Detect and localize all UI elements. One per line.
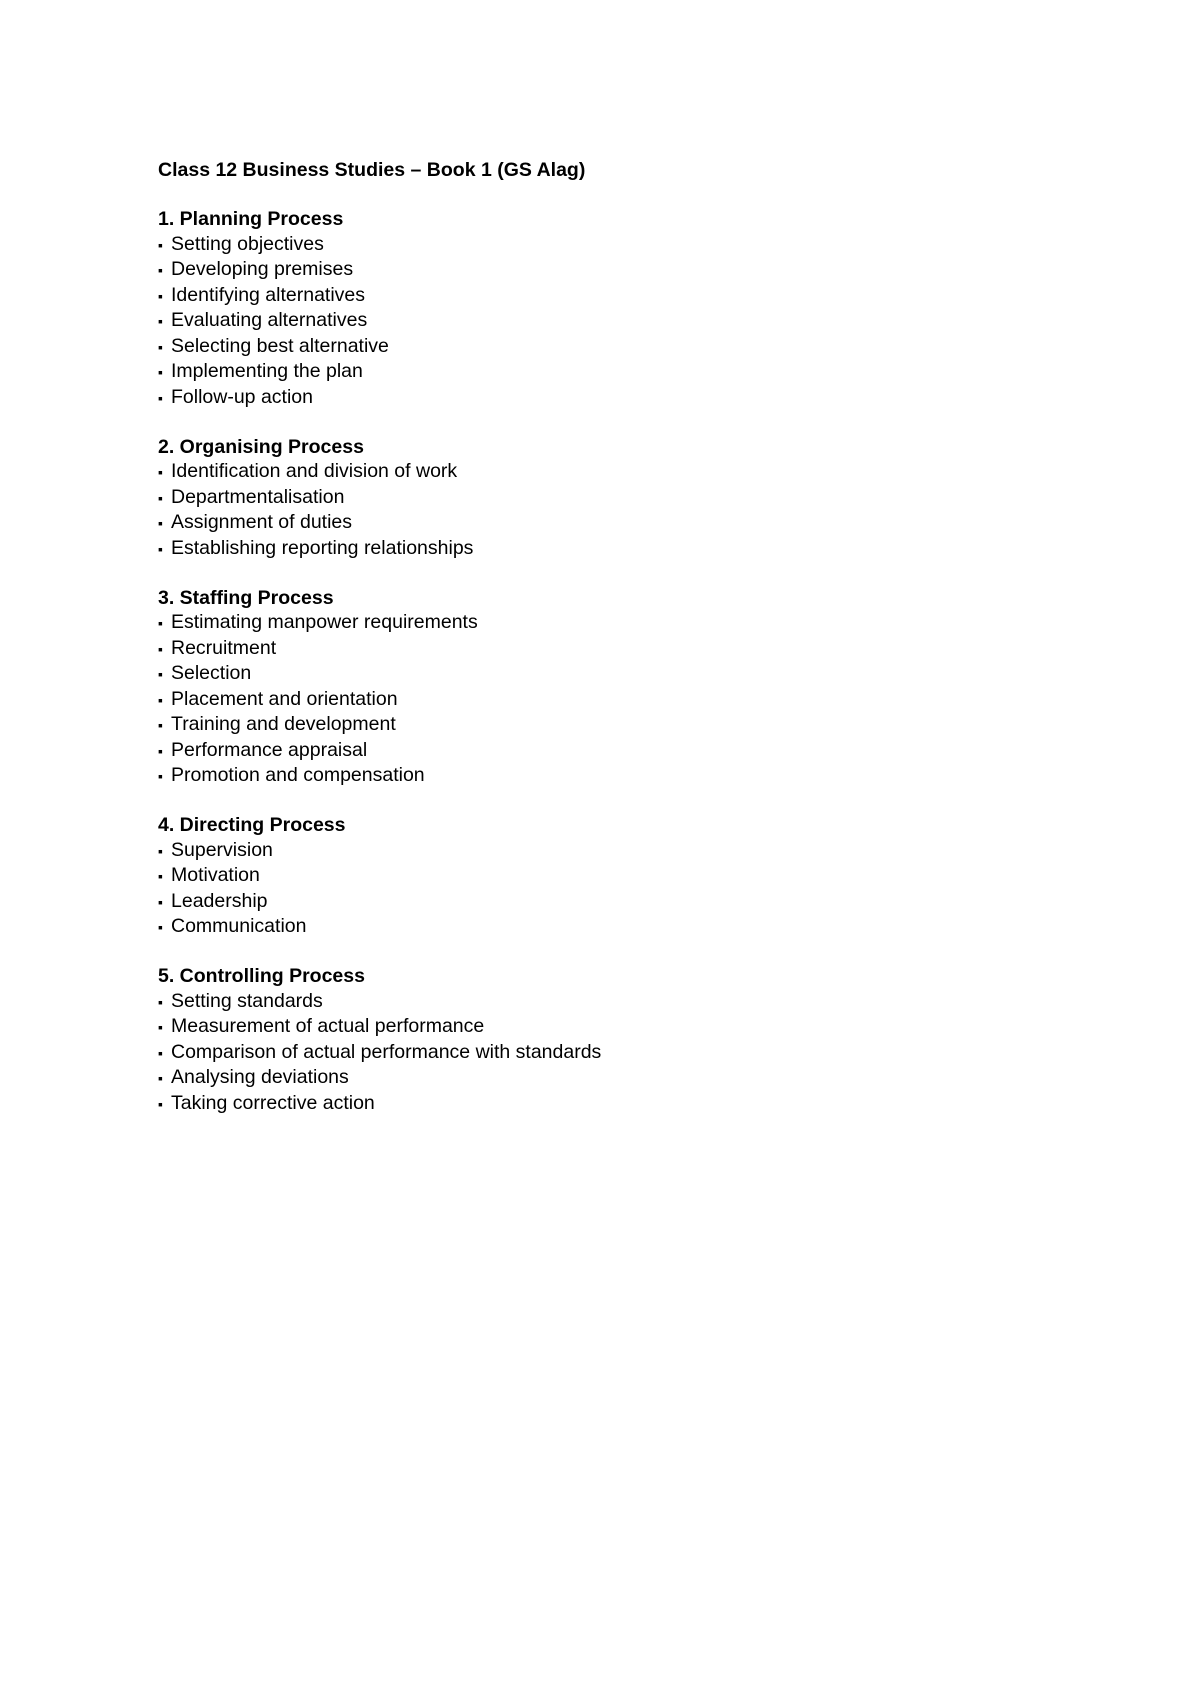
bullet-icon: ▪ [158, 868, 163, 884]
bullet-icon: ▪ [158, 768, 163, 784]
list-item [158, 334, 1058, 360]
bullet-icon: ▪ [158, 691, 163, 708]
document-title: Class 12 Business Studies – Book 1 (GS Alag) [158, 159, 586, 181]
list-item-text: Placement and orientation [171, 687, 398, 710]
section [158, 207, 1058, 410]
list-item-text: Taking corrective action [171, 1091, 375, 1114]
list-item [158, 989, 1058, 1015]
section-heading: 3. Staffing Process [158, 586, 334, 609]
list-item-text: Estimating manpower requirements [171, 611, 478, 633]
bullet-icon: ▪ [158, 615, 163, 631]
bullet-icon: ▪ [158, 515, 163, 531]
list-item [158, 308, 1058, 334]
list-item-text: Departmentalisation [171, 485, 345, 508]
list-item [158, 1065, 1058, 1091]
list-item [158, 636, 1058, 662]
list-item [158, 763, 1058, 789]
list-item [158, 385, 1058, 411]
list-item [158, 1091, 1058, 1117]
list-item [158, 838, 1058, 864]
bullet-icon: ▪ [158, 1044, 163, 1061]
bullet-icon: ▪ [158, 919, 163, 935]
list-item-text: Identifying alternatives [171, 283, 366, 306]
list-item-text: Training and development [171, 713, 396, 735]
bullet-icon: ▪ [158, 893, 163, 910]
list-item-text: Evaluating alternatives [171, 309, 368, 331]
list-item-text: Promotion and compensation [171, 764, 425, 786]
list-item [158, 459, 1058, 485]
bullet-icon: ▪ [158, 464, 163, 480]
list-item [158, 610, 1058, 636]
bullet-icon: ▪ [158, 540, 163, 557]
list-item [158, 1014, 1058, 1040]
section [158, 813, 1058, 940]
list-item [158, 485, 1058, 511]
list-item [158, 283, 1058, 309]
document-content [158, 158, 1058, 1141]
bullet-icon: ▪ [158, 640, 163, 657]
section-heading: 1. Planning Process [158, 208, 344, 230]
section [158, 435, 1058, 562]
bullet-icon: ▪ [158, 993, 163, 1010]
list-item-text: Analysing deviations [171, 1066, 349, 1088]
bullet-icon: ▪ [158, 262, 163, 278]
list-item [158, 257, 1058, 283]
bullet-icon: ▪ [158, 1070, 163, 1086]
bullet-icon: ▪ [158, 389, 163, 406]
section-heading: 5. Controlling Process [158, 965, 365, 987]
bullet-icon: ▪ [158, 717, 163, 733]
list-item-text: Leadership [171, 889, 268, 912]
list-item-text: Performance appraisal [171, 738, 368, 761]
list-item [158, 687, 1058, 713]
section [158, 964, 1058, 1116]
bullet-icon: ▪ [158, 338, 163, 355]
list-item-text: Motivation [171, 864, 260, 886]
bullet-icon: ▪ [158, 842, 163, 859]
list-item-text: Supervision [171, 838, 273, 861]
list-item-text: Measurement of actual performance [171, 1015, 485, 1037]
bullet-icon: ▪ [158, 364, 163, 380]
section-heading: 2. Organising Process [158, 435, 364, 458]
bullet-icon: ▪ [158, 236, 163, 253]
list-item-text: Setting objectives [171, 232, 324, 255]
bullet-icon: ▪ [158, 313, 163, 329]
bullet-icon: ▪ [158, 489, 163, 506]
list-item-text: Assignment of duties [171, 511, 353, 533]
list-item [158, 738, 1058, 764]
list-item-text: Recruitment [171, 636, 277, 659]
list-item-text: Implementing the plan [171, 360, 363, 382]
list-item [158, 510, 1058, 536]
list-item-text: Selecting best alternative [171, 334, 389, 357]
section-list [158, 207, 1058, 1116]
list-item [158, 863, 1058, 889]
section [158, 586, 1058, 789]
bullet-icon: ▪ [158, 287, 163, 304]
list-item [158, 914, 1058, 940]
list-item [158, 359, 1058, 385]
list-item [158, 712, 1058, 738]
list-item-text: Communication [171, 915, 307, 937]
list-item-text: Identification and division of work [171, 460, 458, 482]
list-item-text: Follow-up action [171, 385, 313, 408]
bullet-icon: ▪ [158, 1095, 163, 1112]
list-item [158, 1040, 1058, 1066]
list-item [158, 661, 1058, 687]
list-item-text: Comparison of actual performance with standards [171, 1040, 602, 1063]
list-item [158, 232, 1058, 258]
list-item-text: Selection [171, 662, 252, 684]
bullet-icon: ▪ [158, 666, 163, 682]
bullet-icon: ▪ [158, 742, 163, 759]
list-item-text: Setting standards [171, 989, 323, 1012]
list-item [158, 536, 1058, 562]
list-item [158, 889, 1058, 915]
section-heading: 4. Directing Process [158, 814, 346, 836]
list-item-text: Developing premises [171, 258, 354, 280]
bullet-icon: ▪ [158, 1019, 163, 1035]
list-item-text: Establishing reporting relationships [171, 536, 474, 559]
